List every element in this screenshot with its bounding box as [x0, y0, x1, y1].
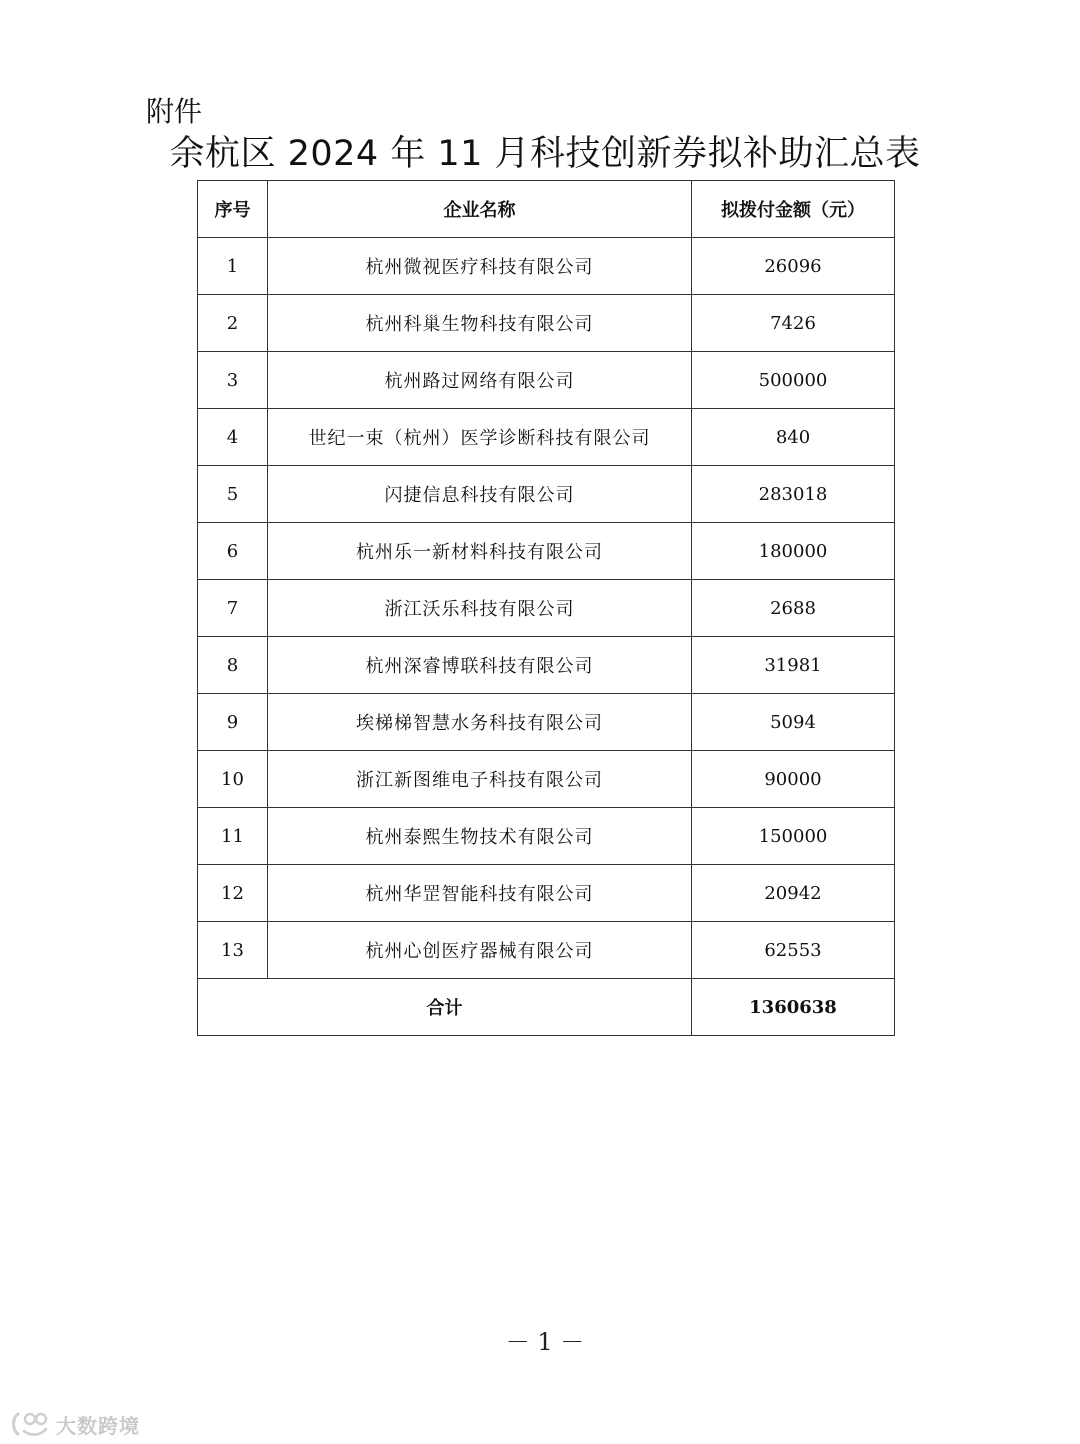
- company-name: 杭州科巢生物科技有限公司: [268, 295, 692, 352]
- row-number: 13: [198, 922, 268, 979]
- total-row: [198, 979, 895, 1036]
- row-number: 3: [198, 352, 268, 409]
- amount: 20942: [692, 865, 895, 922]
- table-header-row: [198, 181, 895, 238]
- total-amount: 1360638: [692, 979, 895, 1036]
- amount: 7426: [692, 295, 895, 352]
- company-name: 世纪一束（杭州）医学诊断科技有限公司: [268, 409, 692, 466]
- total-label: 合计: [198, 979, 692, 1036]
- company-name: 杭州心创医疗器械有限公司: [268, 922, 692, 979]
- row-number: 7: [198, 580, 268, 637]
- row-number: 12: [198, 865, 268, 922]
- watermark: [10, 1408, 140, 1440]
- company-name: 杭州华罡智能科技有限公司: [268, 865, 692, 922]
- table-row: [198, 523, 895, 580]
- row-number: 8: [198, 637, 268, 694]
- row-number: 2: [198, 295, 268, 352]
- table-row: [198, 238, 895, 295]
- company-name: 杭州路过网络有限公司: [268, 352, 692, 409]
- company-name: 埃梯梯智慧水务科技有限公司: [268, 694, 692, 751]
- table-row: [198, 466, 895, 523]
- company-name: 杭州深睿博联科技有限公司: [268, 637, 692, 694]
- page-number: － 1 －: [505, 1328, 585, 1356]
- row-number: 10: [198, 751, 268, 808]
- company-name: 杭州泰熙生物技术有限公司: [268, 808, 692, 865]
- amount: 90000: [692, 751, 895, 808]
- row-number: 9: [198, 694, 268, 751]
- row-number: 6: [198, 523, 268, 580]
- table-row: [198, 865, 895, 922]
- table-row: [198, 352, 895, 409]
- column-header-no: 序号: [198, 181, 268, 238]
- column-header-amount: 拟拨付金额（元）: [692, 181, 895, 238]
- company-name: 浙江沃乐科技有限公司: [268, 580, 692, 637]
- company-name: 杭州乐一新材料科技有限公司: [268, 523, 692, 580]
- table-row: [198, 580, 895, 637]
- amount: 500000: [692, 352, 895, 409]
- table-row: [198, 295, 895, 352]
- subsidy-summary-table: [197, 180, 895, 1036]
- table-row: [198, 751, 895, 808]
- table-row: [198, 409, 895, 466]
- amount: 26096: [692, 238, 895, 295]
- attachment-label: 附件: [146, 95, 203, 128]
- row-number: 5: [198, 466, 268, 523]
- amount: 2688: [692, 580, 895, 637]
- company-name: 杭州微视医疗科技有限公司: [268, 238, 692, 295]
- amount: 31981: [692, 637, 895, 694]
- amount: 5094: [692, 694, 895, 751]
- row-number: 4: [198, 409, 268, 466]
- table-row: [198, 694, 895, 751]
- brand-logo-icon: [10, 1410, 50, 1438]
- amount: 150000: [692, 808, 895, 865]
- row-number: 1: [198, 238, 268, 295]
- page-title: 余杭区 2024 年 11 月科技创新券拟补助汇总表: [169, 134, 921, 174]
- table-row: [198, 637, 895, 694]
- table-row: [198, 922, 895, 979]
- row-number: 11: [198, 808, 268, 865]
- amount: 840: [692, 409, 895, 466]
- watermark-text: 大数跨境: [56, 1413, 140, 1438]
- amount: 180000: [692, 523, 895, 580]
- company-name: 浙江新图维电子科技有限公司: [268, 751, 692, 808]
- amount: 62553: [692, 922, 895, 979]
- amount: 283018: [692, 466, 895, 523]
- column-header-company: 企业名称: [268, 181, 692, 238]
- table-row: [198, 808, 895, 865]
- company-name: 闪捷信息科技有限公司: [268, 466, 692, 523]
